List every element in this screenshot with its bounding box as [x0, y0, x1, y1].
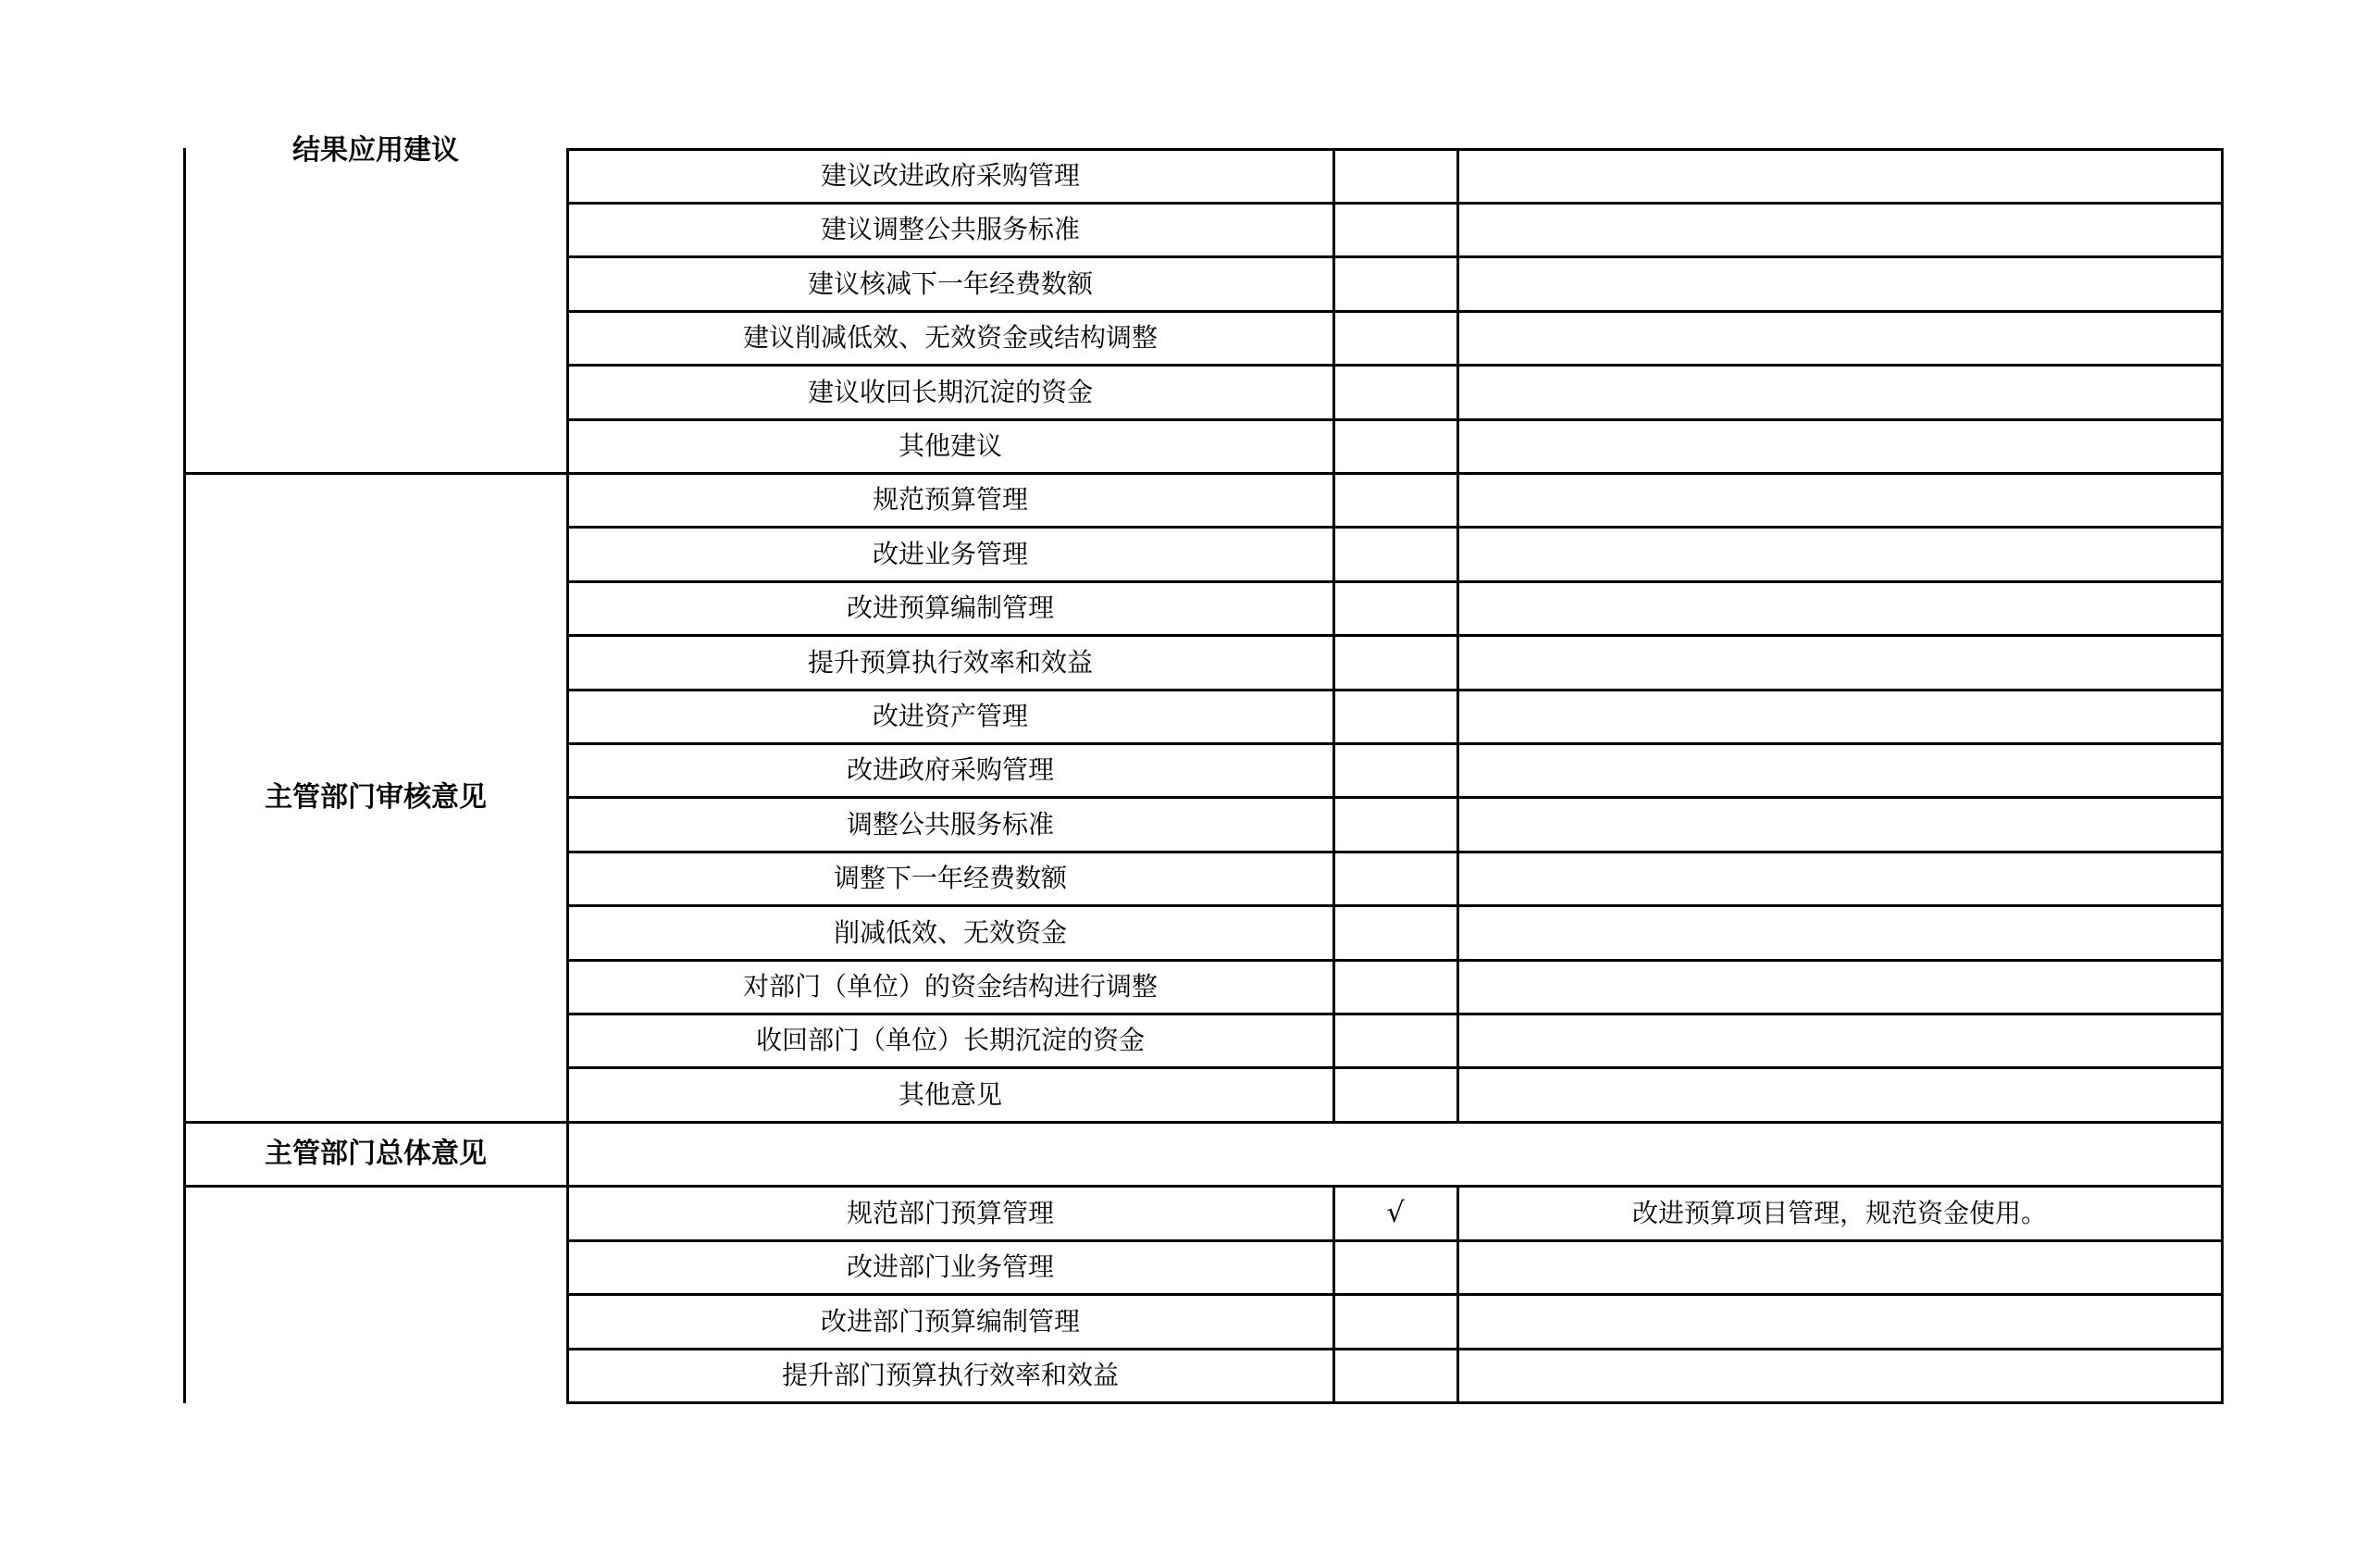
- table-row-item: 其他建议: [898, 430, 1002, 461]
- table-row-item: 对部门（单位）的资金结构进行调整: [742, 971, 1158, 1002]
- table-row-item: 改进政府采购管理: [846, 754, 1054, 785]
- table-row-item: 建议核减下一年经费数额: [807, 268, 1093, 299]
- table-row-item: 改进部门预算编制管理: [820, 1305, 1080, 1337]
- check-mark: √: [1386, 1196, 1405, 1229]
- table-row-item: 提升部门预算执行效率和效益: [781, 1360, 1119, 1390]
- table-row-item: 建议削减低效、无效资金或结构调整: [742, 322, 1158, 353]
- table-row-item: 提升预算执行效率和效益: [807, 646, 1093, 678]
- right-border-line: [2221, 148, 2224, 1403]
- table-row-item: 建议调整公共服务标准: [820, 214, 1080, 244]
- table-row-item: 规范预算管理: [872, 484, 1028, 515]
- table-row-item: 规范部门预算管理: [846, 1197, 1054, 1228]
- overall-section-label: 主管部门总体意见: [265, 1137, 487, 1170]
- table-row-item: 收回部门（单位）长期沉淀的资金: [755, 1025, 1145, 1055]
- result-application-section-label: 结果应用建议: [292, 134, 459, 167]
- table-row-item: 改进预算编制管理: [846, 592, 1054, 623]
- table-row-item: 改进业务管理: [872, 538, 1028, 569]
- table-row-item: 其他意见: [898, 1078, 1002, 1110]
- table-row-item: 改进部门业务管理: [846, 1251, 1054, 1282]
- table-row-item: 调整下一年经费数额: [833, 863, 1067, 893]
- table-row-item: 建议改进政府采购管理: [820, 160, 1080, 191]
- overall-opinion-value: [568, 1123, 2221, 1185]
- table-row-note: 改进预算项目管理，规范资金使用。: [1631, 1197, 2047, 1228]
- table-row-item: 建议收回长期沉淀的资金: [807, 376, 1093, 407]
- table-row-item: 调整公共服务标准: [846, 808, 1054, 840]
- review-section-label: 主管部门审核意见: [265, 781, 487, 814]
- bottom-border-line: [566, 1401, 2224, 1404]
- table-row-item: 改进资产管理: [872, 701, 1028, 731]
- table-row-item: 削减低效、无效资金: [833, 916, 1067, 948]
